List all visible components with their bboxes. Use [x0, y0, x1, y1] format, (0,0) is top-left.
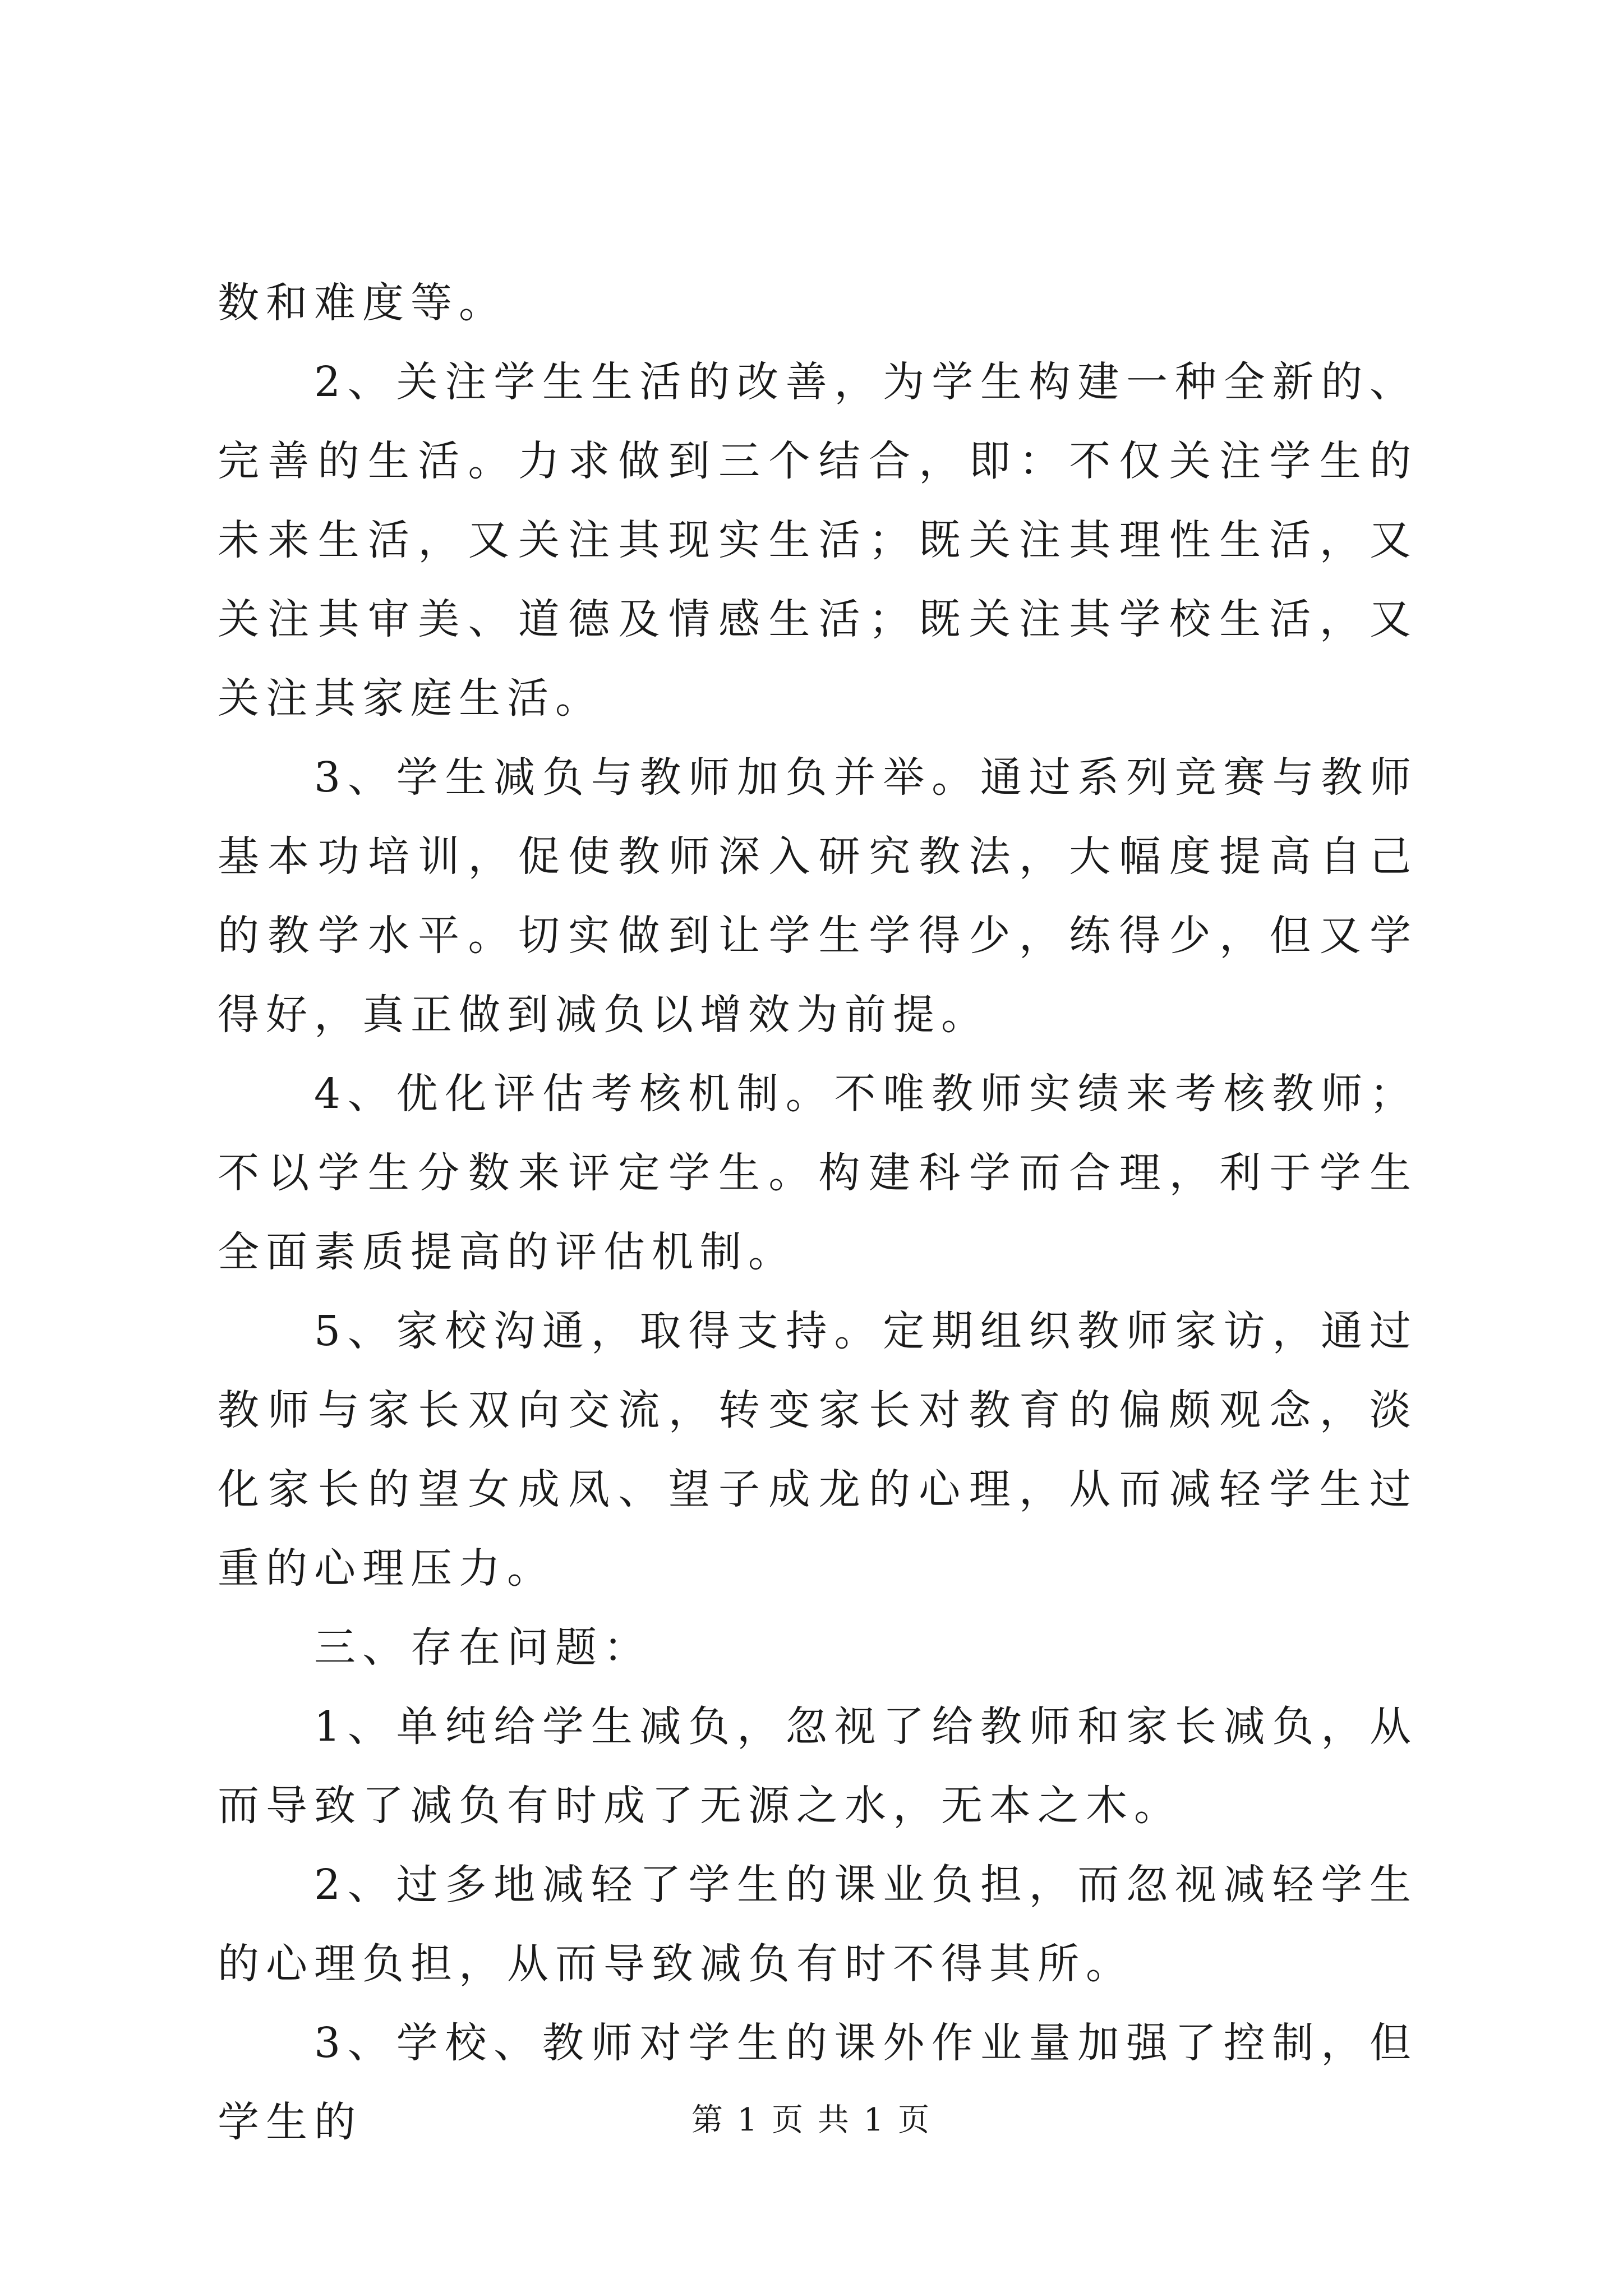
- section-heading-problems: 三、存在问题：: [314, 1623, 652, 1672]
- page-footer: 第 1 页 共 1 页: [691, 2102, 932, 2138]
- paragraph-item-4: 4、优化评估考核机制。不唯教师实绩来考核教师；不以学生分数来评定学生。构建科学而合理，利于学生全面素质提高的评估机制。: [218, 1070, 1418, 1276]
- paragraph-problem-3: 3、学校、教师对学生的课外作业量加强了控制，但学生的: [218, 2019, 1418, 2146]
- paragraph-problem-2: 2、过多地减轻了学生的课业负担，而忽视减轻学生的心理负担，从而导致减负有时不得其所。: [218, 1861, 1418, 1988]
- paragraph-item-2: 2、关注学生生活的改善，为学生构建一种全新的、完善的生活。力求做到三个结合，即：不仅关注学生的未来生活，又关注其现实生活；既关注其理性生活，又关注其审美、道德及情感生活；既关注其学校生活，又关注其家庭生活。: [218, 358, 1418, 723]
- paragraph-problem-1: 1、单纯给学生减负，忽视了给教师和家长减负，从而导致了减负有时成了无源之水，无本之木。: [218, 1703, 1418, 1830]
- document-body: [218, 264, 1418, 2162]
- paragraph-item-5: 5、家校沟通，取得支持。定期组织教师家访，通过教师与家长双向交流，转变家长对教育的偏颇观念，淡化家长的望女成凤、望子成龙的心理，从而减轻学生过重的心理压力。: [218, 1307, 1418, 1593]
- paragraph-continuation: 数和难度等。: [218, 279, 507, 327]
- paragraph-item-3: 3、学生减负与教师加负并举。通过系列竞赛与教师基本功培训，促使教师深入研究教法，大幅度提高自己的教学水平。切实做到让学生学得少，练得少，但又学得好，真正做到减负以增效为前提。: [218, 753, 1418, 1039]
